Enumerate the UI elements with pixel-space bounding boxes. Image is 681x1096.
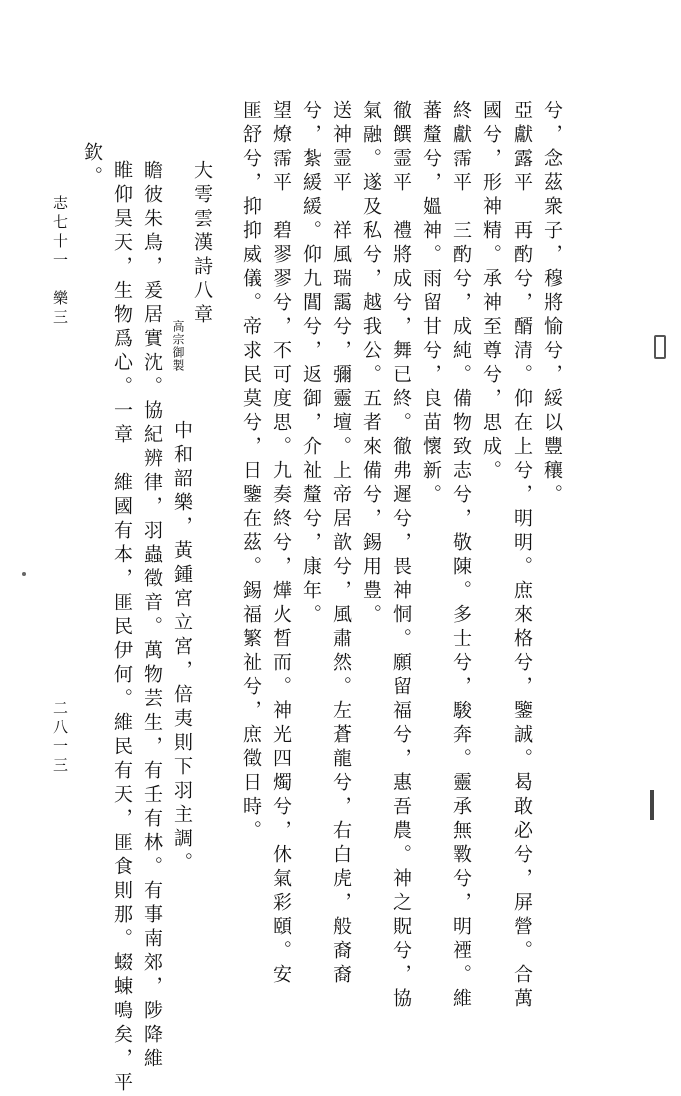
text-column-9: 兮，紮緩緩。仰九閶兮，返御，介祉釐兮，康年。: [300, 100, 322, 628]
text-column-10: 望燎霈平 碧翏翏兮，不可度思。九奏終兮，燁火晳而。神光四燭兮，休氣彩頤。安: [270, 100, 292, 988]
text-column-2: 亞獻露平 再酌兮，醑清。仰在上兮，明明。庶來格兮，鑒誠。曷敢必兮，屏營。合萬: [511, 100, 533, 1012]
poem-author-note: 高宗御製: [171, 320, 185, 372]
poem-title: 大雩雲漢詩八章: [191, 160, 213, 328]
text-column-11: 匪舒兮，抑抑威儀。帝求民莫兮，日鑒在茲。錫福繁祉兮，庶徵日時。: [240, 100, 262, 844]
text-column-7: 氣融。遂及私兮，越我公。五者來備兮，錫用豊。: [360, 100, 382, 628]
text-column-1: 兮，念茲衆子，穆將愉兮，綏以豐穰。: [541, 100, 563, 508]
poem-column-2: 睢仰昊天，生物爲心。一章 維國有本，匪民伊何。維民有天，匪食則那。蝃蝀鳴矣，平: [111, 160, 133, 1096]
chapter-heading: 志七十一 樂三: [51, 195, 69, 328]
poem-column-1: 瞻彼朱鳥，爰居實沈。協紀辨律，羽蟲徵音。萬物芸生，有壬有林。有事南郊，陟降維: [141, 160, 163, 1072]
binding-tick: [650, 790, 654, 820]
text-column-8: 送神霊平 祥風瑞靄兮，彌靈壇。上帝居歆兮，風肅然。左蒼龍兮，右白虎，般裔裔: [330, 100, 352, 988]
binding-mark: [654, 335, 666, 359]
music-note: 中和韶樂，黃鍾宮立宮，倍夷則下羽主調。: [171, 420, 193, 876]
poem-column-3: 欽。: [81, 142, 103, 190]
text-column-3: 國兮，形神精。承神至尊兮，思成。: [480, 100, 502, 484]
speck-mark: [22, 572, 26, 576]
text-column-4: 終獻霈平 三酌兮，成純。備物致志兮，敬陳。多士兮，駿奔。靈承無斁兮，明禋。維: [450, 100, 472, 1012]
text-column-5: 蕃釐兮，媼神。雨留甘兮，良苗懷新。: [420, 100, 442, 508]
page-number: 二八一三: [51, 700, 69, 776]
text-column-6: 徹饌霊平 禮將成兮，舞已終。徹弗遲兮，畏神恫。願留福兮，惠吾農。神之貺兮，協: [390, 100, 412, 1012]
